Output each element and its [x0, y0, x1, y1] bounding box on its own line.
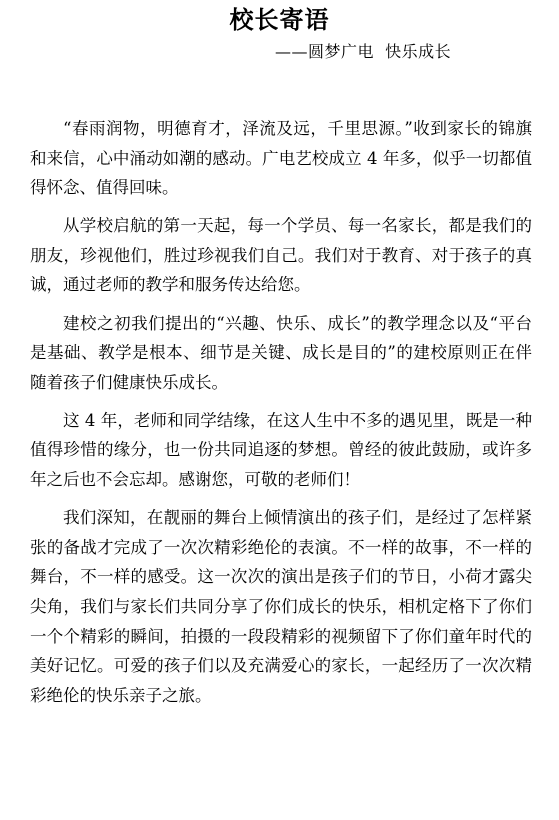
document-body: [30, 114, 532, 719]
paragraph-2: 从学校启航的第一天起，每一个学员、每一名家长，都是我们的朋友，珍视他们，胜过珍视我们自己。我们对于教育、对于孩子的真诚，通过老师的教学和服务传达给您。: [30, 216, 532, 295]
paragraph-4: 这 4 年，老师和同学结缘，在这人生中不多的遇见里，既是一种值得珍惜的缘分，也一份共同追逐的梦想。曾经的彼此鼓励，或许多年之后也不会忘却。感谢您，可敬的老师们！: [30, 410, 532, 490]
page-title: 校长寄语: [229, 5, 330, 34]
paragraph-1: “春雨润物，明德育才，泽流及远，千里思源。”收到家长的锦旗和来信，心中涌动如潮的感动。广电艺校成立 4 年多，似乎一切都值得怀念、值得回味。: [30, 119, 532, 198]
paragraph-3: 建校之初我们提出的“兴趣、快乐、成长”的教学理念以及“平台是基础、教学是根本、细节是关键、成长是目的”的建校原则正在伴随着孩子们健康快乐成长。: [30, 313, 532, 392]
paragraph-5: 我们深知，在靓丽的舞台上倾情演出的孩子们，是经过了怎样紧张的备战才完成了一次次精彩绝伦的表演。不一样的故事，不一样的舞台，不一样的感受。这一次次的演出是孩子们的节日，小荷才露尖尖角，我们与家长们共同分享了你们成长的快乐，相机定格下了你们一个个精彩的瞬间，拍摄的一段段精彩的视频留下了你们童年时代的美好记忆。可爱的孩子们以及充满爱心的家长，一起经历了一次次精彩绝伦的快乐亲子之旅。: [30, 508, 532, 705]
page-subtitle: ——圆梦广电 快乐成长: [275, 42, 452, 61]
